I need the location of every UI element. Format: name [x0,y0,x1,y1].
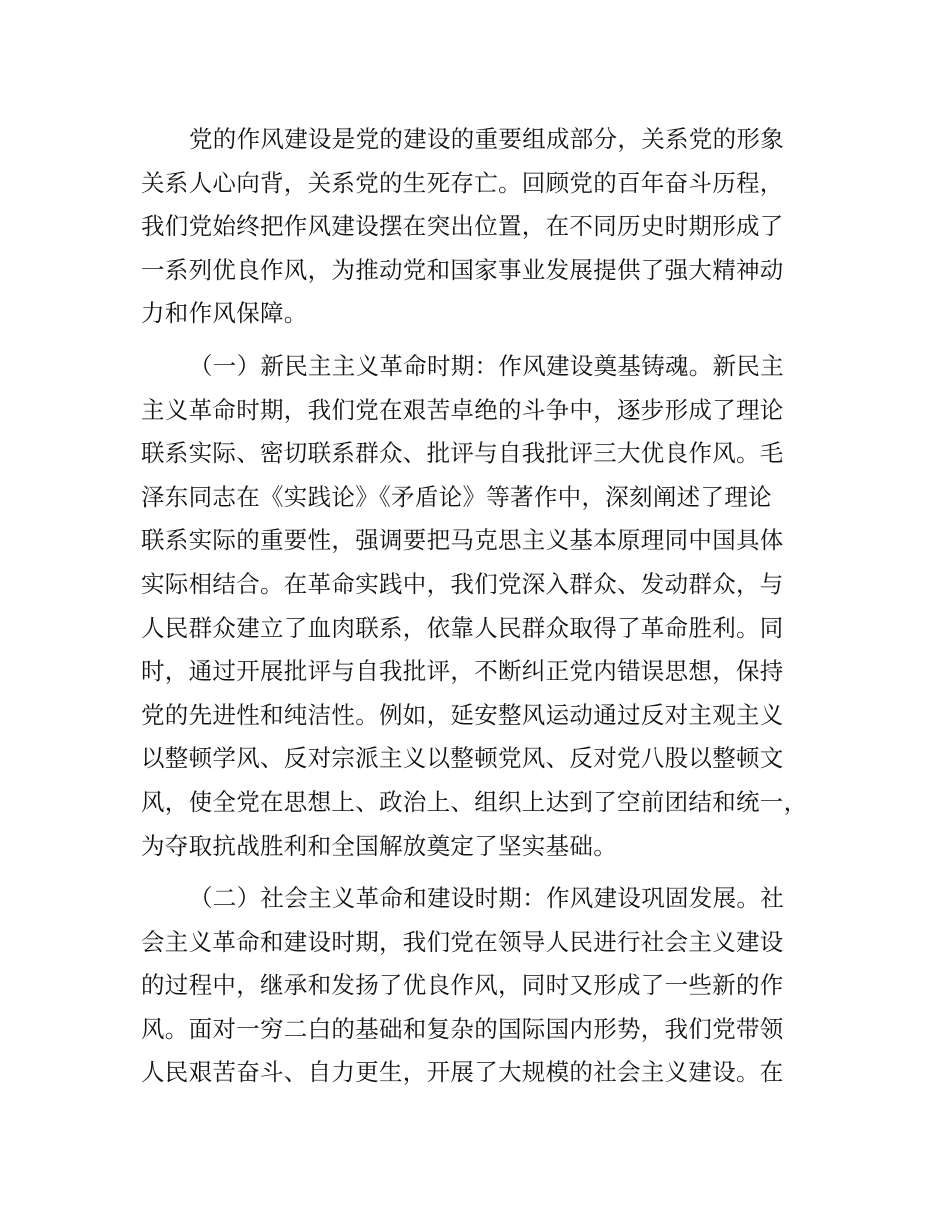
paragraph-section-1 [141,345,813,868]
text-line: 力和作风保障。 [141,299,308,328]
text-line: 以整顿学风、反对宗派主义以整顿党风、反对党八股以整顿文 [141,744,784,773]
text-line: 的过程中，继承和发扬了优良作风，同时又形成了一些新的作 [141,971,784,1000]
paragraph-intro [141,118,813,336]
paragraph-section-2 [141,877,813,1095]
text-line: 风。面对一穷二白的基础和复杂的国际国内形势，我们党带领 [141,1014,784,1043]
text-line: 人民群众建立了血肉联系，依靠人民群众取得了革命胜利。同 [141,613,784,642]
text-line: 关系人心向背，关系党的生死存亡。回顾党的百年奋斗历程， [141,168,784,197]
text-line: 会主义革命和建设时期，我们党在领导人民进行社会主义建设 [141,927,784,956]
section-heading-line: （一）新民主主义革命时期：作风建设奠基铸魂。新民主 [189,351,784,380]
text-line: 联系实际、密切联系群众、批评与自我批评三大优良作风。毛 [141,439,784,468]
text-line: 为夺取抗战胜利和全国解放奠定了坚实基础。 [141,831,617,860]
text-line: 实际相结合。在革命实践中，我们党深入群众、发动群众，与 [141,569,784,598]
text-line: 党的先进性和纯洁性。例如，延安整风运动通过反对主观主义 [141,700,784,729]
text-line: 主义革命时期，我们党在艰苦卓绝的斗争中，逐步形成了理论 [141,395,784,424]
section-heading-line: （二）社会主义革命和建设时期：作风建设巩固发展。社 [189,884,784,913]
text-line: 一系列优良作风，为推动党和国家事业发展提供了强大精神动 [141,255,784,284]
text-line: 人民艰苦奋斗、自力更生，开展了大规模的社会主义建设。在 [141,1058,784,1087]
text-line: 联系实际的重要性，强调要把马克思主义基本原理同中国具体 [141,526,784,555]
text-line: 风，使全党在思想上、政治上、组织上达到了空前团结和统一， [141,787,808,816]
text-line: 我们党始终把作风建设摆在突出位置，在不同历史时期形成了 [141,212,784,241]
text-line: 党的作风建设是党的建设的重要组成部分，关系党的形象 [189,125,784,153]
text-line: 泽东同志在《实践论》《矛盾论》等著作中，深刻阐述了理论 [141,482,772,511]
text-line: 时，通过开展批评与自我批评，不断纠正党内错误思想，保持 [141,657,784,686]
document-page [141,118,813,1095]
